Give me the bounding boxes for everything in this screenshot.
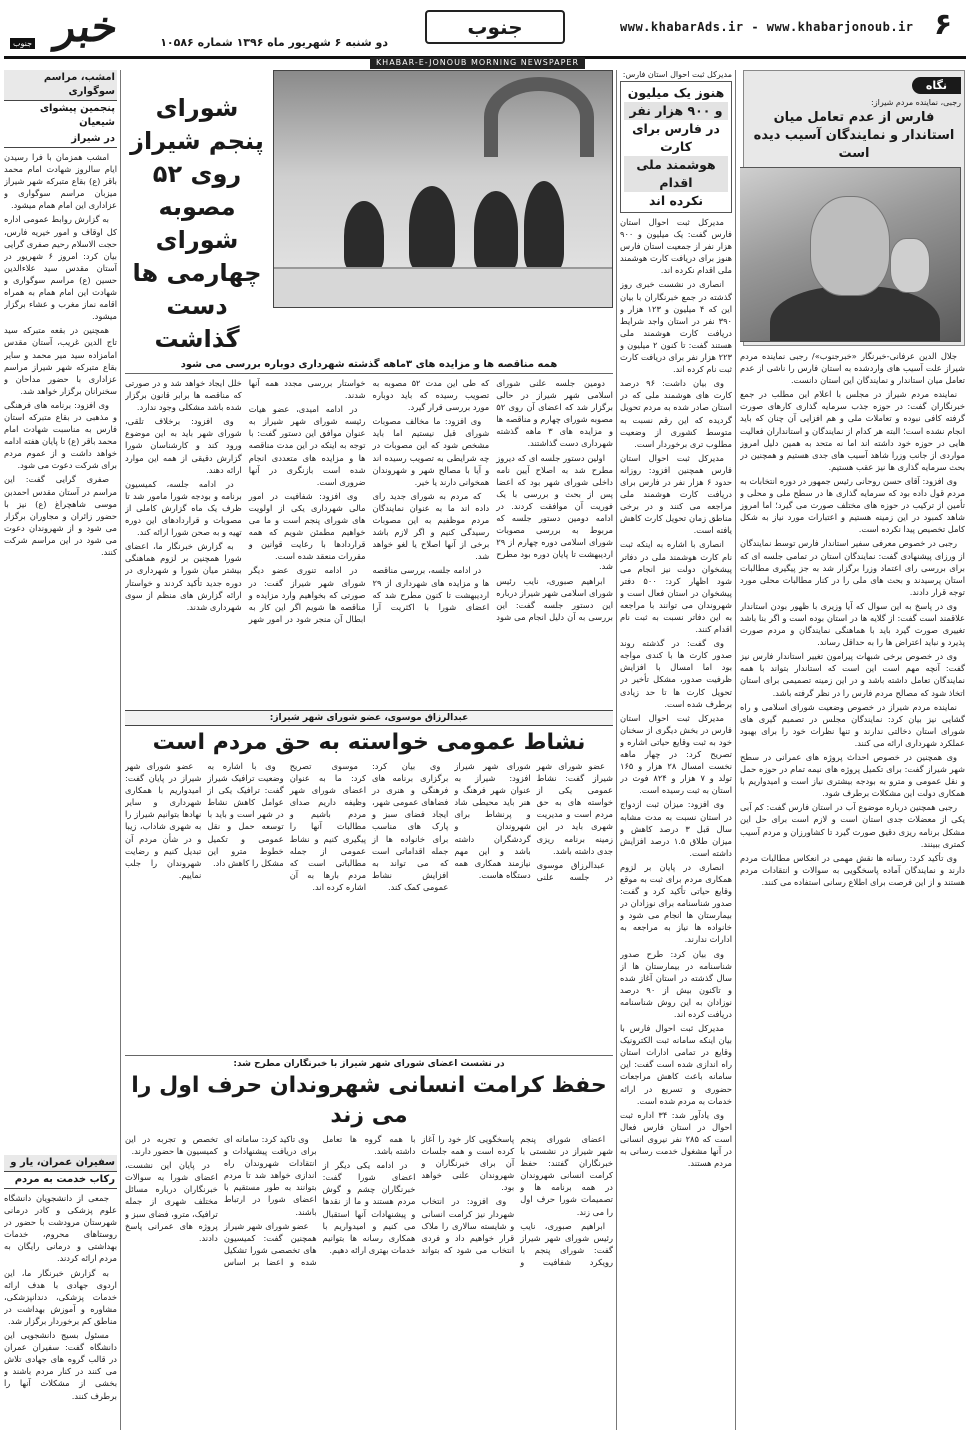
photo-figure xyxy=(474,191,518,271)
photo-figure xyxy=(274,267,612,307)
paragraph: انصاری در پایان بر لزوم همکاری مردم برای ثبت به موقع وقایع حیاتی تأکید کرد و گفت: صدور شناسنامه برای نوزادان در بیمارستان ها انجام می شود و خانواده ها نیاز به مراجعه به ادارات ندارند. xyxy=(620,861,732,945)
paragraph: وی افزود: آقای حسن روحانی رئیس جمهور در دوره انتخابات به مردم قول داده بود که سرمایه گذاری ها در سطح ملی و محلی و تأمین از ترکیب در حوزه های مختلف صورت می گیرد؛ اما امروز شاهد کمبود در این زمینه هستیم و اعتبارات مورد نیاز به شکل کامل تخصیص پیدا نکرده است. xyxy=(740,475,965,535)
dignity-story xyxy=(125,1052,613,1432)
photo-figure xyxy=(810,196,890,296)
paragraph: وی در خصوص برخی شبهات پیرامون تغییر استاندار فارس نیز گفت: آنچه مهم است این است که استاندار بتواند با همه نمایندگان تعامل داشته باشد و در این زمینه تصمیمی برای استان اتخاذ شود که مصالح مردم فارس را در نظر گرفته باشد. xyxy=(740,651,965,698)
paragraph: به گزارش خبرنگار ما، این اردوی جهادی با هدف ارائه خدمات پزشکی، دندانپزشکی، مشاوره و آموزش بهداشت در مناطق کم برخوردار برگزار شد. xyxy=(4,1267,117,1326)
headline-line: در فارس برای کارت xyxy=(632,121,720,154)
dignity-kicker: در نشست اعضای شورای شهر شیراز با خبرنگاران مطرح شد: xyxy=(233,1059,505,1069)
paragraph: جلال الدین عرفانی-خبرنگار «خبرجنوب»/ رجبی نماینده مردم شیراز علت آسیب های واردشده به استان فارس را ناشی از عدم تعامل میان استاندار و نمایندگان این استان دانست. xyxy=(740,351,965,386)
paragraph: جمعی از دانشجویان دانشگاه علوم پزشکی و کادر درمانی شهرستان مرودشت با حضور در روستاهای محروم، خدمات بهداشتی و درمانی رایگان به مردم ارائه کردند. xyxy=(4,1193,117,1264)
paragraph: وی تأکید کرد: رسانه ها نقش مهمی در انعکاس مطالبات مردم دارند و نمایندگان آماده پاسخگویی به سوالات و انتقادات مردم هستند و از این فرصت برای اطلاع رسانی استفاده می کنند. xyxy=(740,852,965,887)
paragraph: مدیرکل ثبت احوال فارس با بیان اینکه سامانه ثبت الکترونیک وقایع در تمامی ادارات استان راه اندازی شده است گفت: این سامانه باعث کاهش مراجعات حضوری و تسریع در ارائه خدمات به مردم شده است. xyxy=(620,1023,732,1106)
paragraph: به گزارش خبرنگار ما، اعضای شورا همچنین بر لزوم هماهنگی بیشتر میان شورا و شهرداری در دوره جدید تأکید کردند و خواستار ارائه گزارش های منظم از سوی شهرداری شدند. xyxy=(125,541,242,612)
paragraph: وی افزود: برنامه های فرهنگی و مذهبی در بقاع متبرکه استان فارس به مناسبت شهادت امام محمد باقر (ع) تا پایان هفته ادامه خواهد داشت و از عموم مردم برای شرکت دعوت می شود. xyxy=(4,399,117,471)
paragraph: در پایان این نشست، اعضای شورا به سوالات خبرنگاران درباره مسائل مختلف شهری از جمله ترافیک، مترو، فضای سبز و پروژه های عمرانی پاسخ دادند. xyxy=(125,1160,218,1243)
negah-box xyxy=(743,70,965,346)
paragraph: وی بیان داشت: ۹۶ درصد کارت های هوشمند ملی که در استان صادر شده به مردم تحویل گردیده که این رقم نسبت به متوسط کشوری از وضعیت مطلوب تری برخوردار است. xyxy=(620,378,732,449)
sidebar-heading: در شیراز xyxy=(4,131,117,148)
paragraph: رجبی در خصوص معرفی سفیر استاندار فارس توسط نمایندگان از ورزای پیشنهادی گفت: نمایندگان استان در تمامی جلسه ای که برای بررسی رای اعتماد وزرا برگزار شد به جز پیگیری مطالبات استان پرسیدند و بحث های ملی را در کنار مطالبات محلی مورد توجه قرار دادند. xyxy=(740,538,965,597)
column-divider xyxy=(616,70,617,1430)
headline-line: هوشمند ملی اقدام xyxy=(624,156,728,192)
divider xyxy=(125,1055,613,1056)
paragraph: وی تاکید کرد: سامانه ای برای دریافت پیشنهادات و انتقادات شهروندان راه اندازی خواهد شد تا مردم بتوانند به طور مستقیم با اعضای شورا در ارتباط باشند. xyxy=(223,1134,317,1217)
paragraph: در ادامه امیدی، عضو هیات رئیسه شورای شهر شیراز به عنوان موافق این دستور گفت: با توجه به اینکه در این مدت مناقصه ها و مزایده های متعددی انجام شده است بازنگری در آنها ضروری است. xyxy=(248,404,366,487)
negah-title: فارس از عدم تعامل میان استاندار و نمایندگان آسیب دیده است xyxy=(753,110,955,161)
photo-figure xyxy=(409,186,455,271)
negah-column xyxy=(740,70,965,1432)
paragraph: ابراهیم صبوری، نایب رئیس شورای اسلامی شهر شیراز درباره این دستور جلسه گفت: این بررسی به آن دلیل انجام می شود که طی این مدت ۵۲ مصوبه به تصویب رسیده که باید دوباره مورد بررسی قرار گیرد. xyxy=(372,378,613,622)
photo-figure xyxy=(890,238,930,293)
paragraph: وی افزود: برخلاف تلقی، شورای شهر باید به این موضوع ورود کند و کارشناسان شورا گزارش دقیقی از همه این موارد ارائه دهند. xyxy=(125,416,242,475)
paragraph: به گزارش روابط عمومی اداره کل اوقاف و امور خیریه فارس، حجت الاسلام رحیم صفری گرایی بیان کرد: امروز ۶ شهریور در آستان مقدس سید علاءالدین حسین (ع) مراسم سوگواری و شهادت این امام همام به همراه اقامه نماز مغرب و عشاء برگزار میشود. xyxy=(4,214,117,322)
headline-line: و ۹۰۰ هزار نفر xyxy=(624,102,728,120)
logo-tag: جنوب xyxy=(10,38,35,49)
sidebar-heading: پنجمین پیشوای شیعیان xyxy=(39,103,115,128)
paragraph: عضو شورای شهر شیراز گفت: نشاط عمومی یکی از خواسته های به حق مردم است و مدیریت شهری باید در این زمینه برنامه ریزی جدی داشته باشد. xyxy=(536,761,613,856)
paragraph: دومین جلسه علنی شورای اسلامی شهر شیراز در حالی برگزار شد که اعضای آن روی ۵۲ مصوبه شورای چهارم و مناقصه ها و مزایده های ۳ ماهه گذشته شهرداری دست گذاشتند. xyxy=(496,378,613,449)
paragraph: عبدالرزاق موسوی در جلسه علنی شورای شهر شیراز افزود: شیراز به عنوان شهر فرهنگ و هنر باید محیطی شاد و پرنشاط برای شهروندان و گردشگران داشته باشد و این مهم نیازمند همکاری همه دستگاه هاست. xyxy=(454,761,613,882)
paragraph: مدیرکل ثبت احوال استان فارس گفت: یک میلیون و ۹۰۰ هزار نفر از جمعیت استان فارس هنوز برای دریافت کارت هوشمند ملی اقدام نکرده اند. xyxy=(620,217,732,276)
paragraph: صفری گرایی گفت: این مراسم در آستان مقدس احمدبن موسی شاهچراغ (ع) نیز با حضور زائران و مجاوران برگزار می شود و از شهروندان دعوت می شود در این مراسم شرکت کنند. xyxy=(4,474,117,557)
paragraph: انصاری در نشست خبری روز گذشته در جمع خبرنگاران با بیان این که ۴ میلیون و ۱۲۳ هزار و ۳۹۰ نفر در استان واجد شرایط دریافت کارت هوشمند ملی هستند گفت: تا کنون ۲ میلیون و ۲۲۳ هزار نفر برای دریافت کارت ثبت نام کرده اند. xyxy=(620,279,732,375)
paragraph: در ادامه تنوری عضو دیگر شورای شهر شیراز گفت: در صورتی که بخواهیم وارد مزایده و مناقصه ها شویم اگر این کار به ابطال آن منجر شود در امور شهر خلل ایجاد خواهد شد و در صورتی که مناقصه ها برابر قانون برگزار شده باشد مشکلی وجود ندارد. xyxy=(125,378,366,624)
paragraph: مدیرکل ثبت احوال استان فارس همچنین افزود: روزانه حدود ۶ هزار نفر در فارس برای دریافت کارت هوشمند ملی مراجعه می کنند و در برخی مناطق زمان تحویل کارت کاهش یافته است. xyxy=(620,452,732,536)
sidebar-heading: رکاب خدمت به مردم xyxy=(4,1172,117,1189)
paragraph: وی همچنین در خصوص احداث پروژه های عمرانی در سطح شهر شیراز گفت: برای تکمیل پروژه های نیمه تمام در حوزه حمل و نقل عمومی و مترو به بودجه بیشتری نیاز است و امیدواریم با همکاری دولت این مشکلات برطرف شود. xyxy=(740,752,965,799)
council-body xyxy=(125,377,613,710)
paragraph: مدیرکل ثبت احوال استان فارس در بخش دیگری از سخنان خود به ثبت وقایع حیاتی اشاره و تصریح کرد: در چهار ماهه نخست امسال ۲۸ هزار و ۱۶۵ تولد و ۷ هزار و ۸۲۴ فوت در استان به ثبت رسیده است. xyxy=(620,712,732,796)
paragraph: عضو شورای شهر شیراز همچنین گفت: کمیسیون های تخصصی شورا تشکیل شده و اعضا بر اساس تخصص و تجربه در این کمیسیون ها حضور دارند. xyxy=(125,1134,317,1267)
paragraph: وی گفت: در گذشته روند صدور کارت ها با کندی مواجه بود اما امسال با افزایش ظرفیت صدور، مشکل تأخیر در تحویل کارت ها تا حد زیادی برطرف شده است. xyxy=(620,638,732,709)
portrait-photo xyxy=(740,167,961,342)
issue-date-line: دو شنبه ۶ شهریور ماه ۱۳۹۶ شماره ۱۰۵۸۶ xyxy=(160,36,388,49)
paragraph: وی بیان کرد: برگزاری برنامه های فرهنگی و هنری در فضاهای عمومی شهر، ایجاد فضای سبز و پارک های مناسب برای خانواده ها از جمله اقداماتی است که می تواند به افزایش نشاط عمومی کمک کند. xyxy=(372,761,449,892)
column-divider xyxy=(735,70,736,1430)
headline-line: هنوز یک میلیون xyxy=(627,85,725,100)
paragraph: نماینده مردم شیراز در مجلس با اعلام این مطلب در جمع خبرنگاران گفت: در حوزه جذب سرمایه گذاری کارهای صورت گرفته کافی نبوده و تعاملات ملی و هم افزایی آن چنان که باید انجام نشده است؛ البته هر کدام از نمایندگان و استانداران فعالیت هایی در حوزه خود داشته اند اما نه متحد به همین دلیل امروز مواردی از جانب وزرا شاهد آسیب های جدی هستیم و همچنین در بحث سرمایه گذاری ها نیز عقب هستیم. xyxy=(740,389,965,472)
paragraph: که مردم به شورای جدید رای داده اند ما به عنوان نمایندگان مردم موظفیم به این مصوبات رسیدگی کنیم و اگر لازم باشد برخی از آنها اصلاح یا لغو خواهد شد. xyxy=(372,490,490,562)
negah-kicker: رجبی، نماینده مردم شیراز: xyxy=(871,98,961,107)
dignity-body xyxy=(125,1133,613,1432)
paragraph: عضو شورای شهر شیراز در پایان گفت: امیدواریم با همکاری شهرداری و سایر نهادها بتوانیم شیراز را به شهری شاداب، زیبا و در شأن مردم آن تبدیل کنیم و رضایت شهروندان را جلب نماییم. xyxy=(125,761,202,880)
paragraph: وی افزود: ما مخالف مصوبات شورای قبل نیستیم اما باید مشخص شود که این مصوبات در چه شرایطی به تصویب رسیده اند و آیا با مصالح شهر و شهروندان همخوانی دارند یا خیر. xyxy=(372,416,490,487)
column-divider xyxy=(120,70,121,1430)
paragraph: وی یادآور شد: ۳۴ اداره ثبت احوال در استان فارس فعال است که ۲۸۵ نفر نیروی انسانی در آنها مشغول خدمت رسانی به مردم هستند. xyxy=(620,1109,732,1169)
council-story xyxy=(125,70,613,710)
paragraph: وی در پاسخ به این سوال که آیا وزیری با ظهور بودن استاندار علاقمند است گفت: از گلایه ها در استان بوده است و اگر بنا باشد تغییری صورت گیرد باید با هماهنگی نمایندگان و مردم صورت پذیرد و نباید اعتراض ها را به حداقل رساند. xyxy=(740,600,965,648)
paragraph: در ادامه یکی دیگر از اعضای شورا گفت: خبرنگاران چشم و گوش مردم هستند و ما از نقدها و پیشنهادات آنها استقبال می کنیم و امیدواریم با همکاری رسانه ها بتوانیم خدمات بهتری ارائه دهیم. xyxy=(322,1160,416,1255)
paragraph: وی با اشاره به وضعیت ترافیک شیراز گفت: ترافیک یکی از عوامل کاهش نشاط در شهر است و باید با توسعه حمل و نقل عمومی و تکمیل خطوط مترو این مشکل را کاهش داد. xyxy=(207,761,284,868)
paragraph: موسوی تصریح کرد: ما به عنوان اعضای شورای شهر وظیفه داریم صدای مردم باشیم و مطالبات آنها را پیگیری کنیم و نشاط عمومی از جمله مطالباتی است که مردم بارها به آن اشاره کرده اند. xyxy=(289,761,367,892)
paragraph: وی افزود: در انتخاب شهردار نیز کرامت انسانی و شایسته سالاری را ملاک قرار خواهیم داد و فردی انتخاب می شود که بتواند با همه گروه ها تعامل داشته باشد. xyxy=(322,1134,515,1255)
photo-figure xyxy=(524,181,564,271)
council-meeting-photo xyxy=(273,70,613,308)
page-number: ۶ xyxy=(933,7,953,42)
paragraph: مسئول بسیج دانشجویی این دانشگاه گفت: سفیران عمران در قالب گروه های جهادی تلاش می کنند در کنار مردم باشند و بخشی از مشکلات آنها را برطرف کنند. xyxy=(4,1330,117,1401)
paragraph: وی افزود: میزان ثبت ازدواج در استان نسبت به مدت مشابه سال قبل ۳ درصد کاهش و میزان طلاق ۱.۵ درصد افزایش داشته است. xyxy=(620,799,732,858)
paragraph: در ادامه جلسه، بررسی مناقصه ها و مزایده های شهرداری از ۲۹ اردیبهشت تا کنون مطرح شد که اعضای شورا با اکثریت آرا خواستار بررسی مجدد همه آنها شدند. xyxy=(248,378,490,612)
sidebar-body xyxy=(4,1192,117,1402)
negah-body xyxy=(740,350,965,888)
joy-body xyxy=(125,760,613,1030)
paragraph: انصاری با اشاره به اینکه ثبت نام کارت هوشمند ملی در دفاتر پیشخوان دولت نیز انجام می شود اظهار کرد: ۵۰۰ دفتر پیشخوان در استان فعال است و شهروندان می توانند با مراجعه به این دفاتر نسبت به ثبت نام اقدام کنند. xyxy=(620,539,732,635)
council-caption: همه مناقصه ها و مزایده های ۳ماهه گذشته شهرداری دوباره بررسی می شود xyxy=(180,359,558,370)
publication-band: KHABAR-E-JONOUB MORNING NEWSPAPER xyxy=(370,57,585,69)
joy-headline: نشاط عمومی خواسته به حق مردم است xyxy=(152,730,586,755)
registry-body xyxy=(620,216,732,1169)
paragraph: ابراهیم صبوری، نایب رئیس شورای شهر شیراز گفت: شورای پنجم با رویکرد شفافیت و پاسخگویی کار خود را آغاز کرده است و همه جلسات آن برای خبرنگاران و شهروندان علنی خواهد بود. xyxy=(421,1134,613,1267)
sidebar-heading: امشب، مراسم سوگواری xyxy=(4,70,117,101)
registry-column xyxy=(620,70,732,1432)
paragraph: وی افزود: شفافیت در امور مالی شهرداری یکی از اولویت های شورای پنجم است و ما می خواهیم مطمئن شویم که همه قراردادها با رعایت قوانین و مقررات منعقد شده است. xyxy=(248,490,366,562)
paragraph: اعضای شورای پنجم شهر شیراز در نشستی با خبرنگاران گفتند: حفظ کرامت انسانی شهروندان در همه برنامه ها و تصمیمات شورا حرف اول را می زند. xyxy=(520,1134,613,1217)
paragraph: در ادامه جلسه، کمیسیون برنامه و بودجه شورا مامور شد تا ظرف یک ماه گزارش کاملی از مصوبات و قراردادهای این دوره تهیه و به صحن شورا ارائه کند. xyxy=(125,478,242,538)
paragraph: امشب همزمان با فرا رسیدن ایام سالروز شهادت امام محمد باقر (ع) بقاع متبرکه شهر شیراز میزبان مراسم سوگواری و عزاداری این امام همام میشود. xyxy=(4,152,117,211)
joy-byline: عبدالرزاق موسوی، عضو شورای شهر شیراز: xyxy=(125,710,613,726)
headline-line: نکرده اند xyxy=(648,193,704,208)
photo-figure xyxy=(344,201,384,271)
sidebar-body xyxy=(4,151,117,1151)
dignity-headline: حفظ کرامت انسانی شهروندان حرف اول را می زند xyxy=(131,1073,607,1128)
divider xyxy=(125,373,613,374)
logo-word: خبر xyxy=(52,2,122,51)
paragraph: رجبی همچنین درباره موضوع آب در استان فارس گفت: کم آبی یکی از معضلات جدی استان است و لازم است برای حل این مشکل برنامه ریزی دقیق صورت گیرد تا کشاورزان و مردم آسیب کمتری ببینند. xyxy=(740,802,965,849)
joy-story xyxy=(125,710,613,1045)
paragraph: همچنین در بقعه متبرکه سید تاج الدین غریب، آستان مقدس امامزاده سید میر محمد و سایر بقاع متبرکه شهر شیراز مراسم عزاداری با حضور مداحان و سخنرانان برگزار خواهد شد. xyxy=(4,325,117,396)
site-urls[interactable]: www.khabarAds.ir - www.khabarjonoub.ir xyxy=(620,20,914,34)
section-label: جنوب xyxy=(425,10,565,44)
paragraph: اولین دستور جلسه ای که دیروز مطرح شد به اصلاح آیین نامه داخلی شورای شهر بود که اعضا پس از بحث و بررسی با یک فوریت آن موافقت کردند. در ادامه دومین دستور جلسه که مربوط به بررسی مصوبات شورای اسلامی دوره چهارم از ۲۹ اردیبهشت تا پایان دوره بود مطرح شد. xyxy=(496,452,613,572)
sidebar-heading: سفیران عمران، یار و xyxy=(4,1155,117,1172)
sidebar-column xyxy=(4,70,117,1432)
photo-figure xyxy=(484,77,594,157)
registry-headline xyxy=(620,81,732,213)
paragraph: نماینده مردم شیراز در خصوص وضعیت شورای اسلامی و راه گشایی نیز بیان کرد: نمایندگان مجلس در تصمیم گیری های شورای استان دخالتی ندارند و تنها نظرات خود را برای بهبود عملکرد شهرداری ارائه می کنند. xyxy=(740,701,965,748)
council-headline: شورای پنجم شیراز روی ۵۲ مصوبه شورای چهارمی ها دست گذاشت xyxy=(130,94,264,353)
paragraph: وی بیان کرد: طرح صدور شناسنامه در بیمارستان ها از سال گذشته در استان آغاز شده و تاکنون بیش از ۹۰ درصد نوزادان به این روش شناسنامه دریافت کرده اند. xyxy=(620,948,732,1019)
masthead xyxy=(0,0,970,67)
registry-kicker: مدیرکل ثبت احوال استان فارس: xyxy=(622,70,732,79)
negah-label: نگاه xyxy=(912,77,961,94)
newspaper-logo xyxy=(8,2,122,54)
